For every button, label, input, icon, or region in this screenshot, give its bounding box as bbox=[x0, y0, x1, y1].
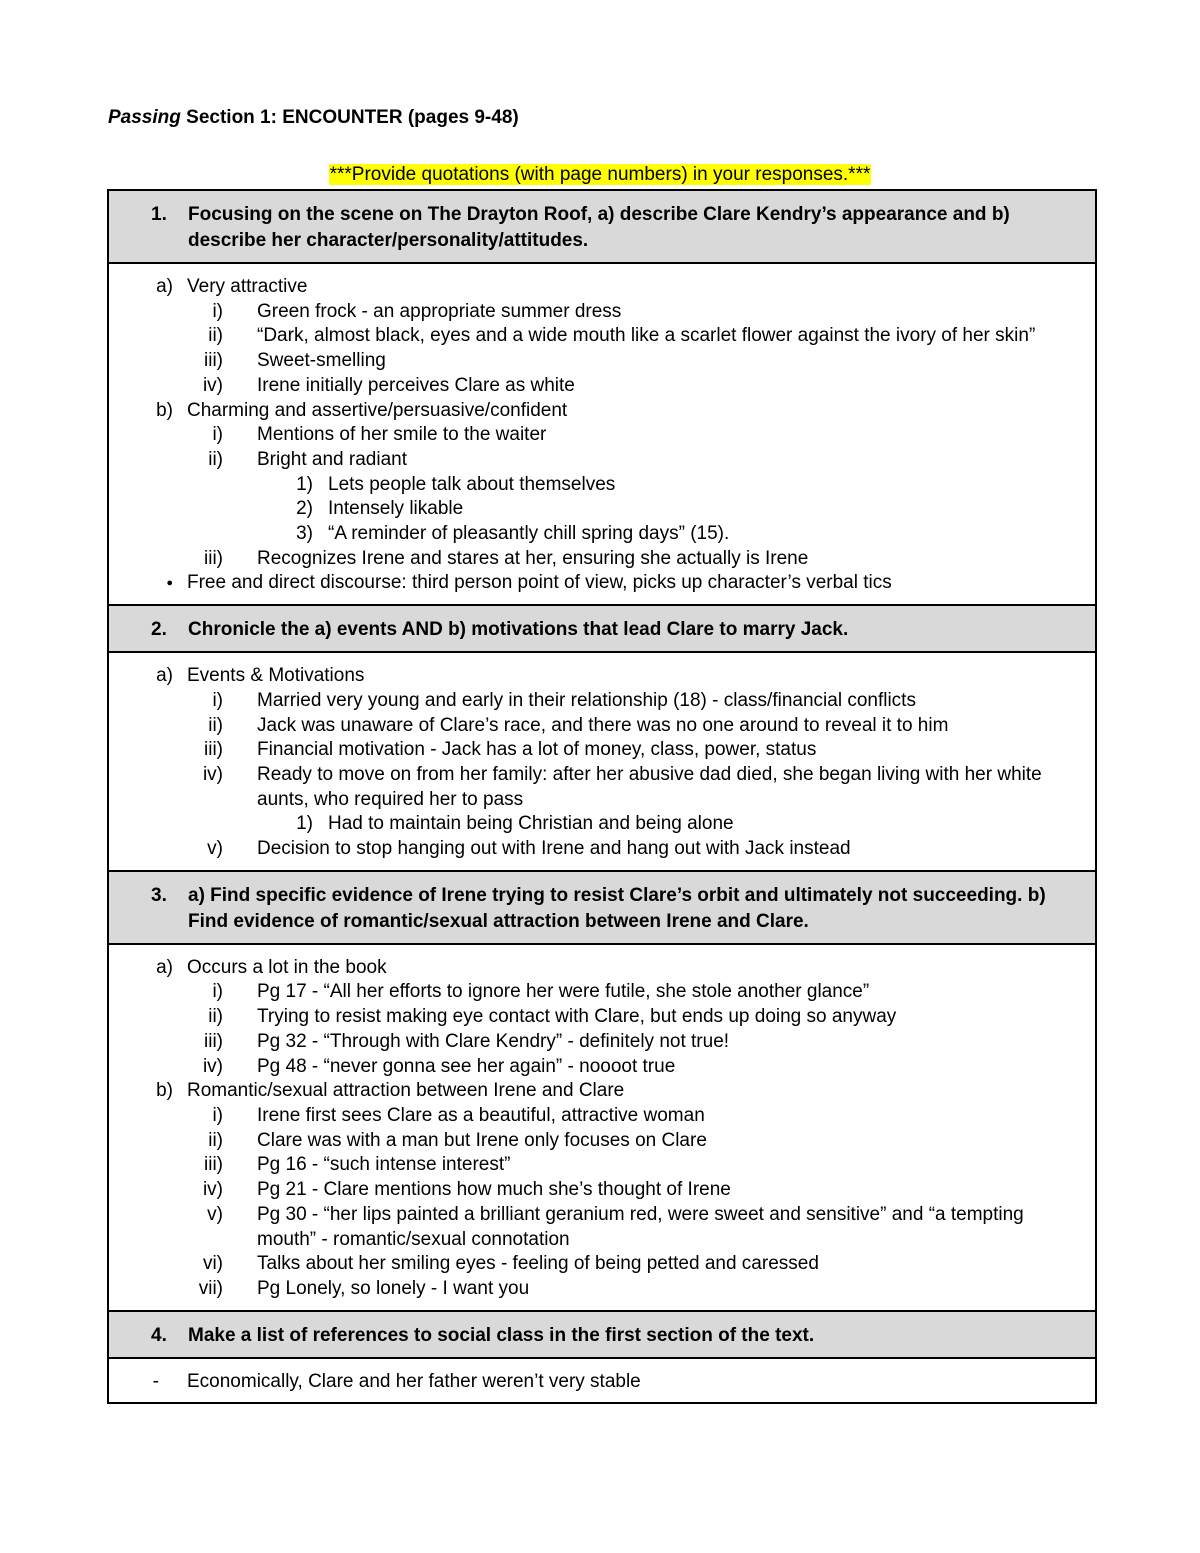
list-item bbox=[109, 547, 1095, 572]
answer-cell bbox=[108, 1358, 1096, 1404]
list-marker: i) bbox=[212, 1104, 223, 1126]
list-text: Jack was unaware of Clare’s race, and there was no one around to reveal it to him bbox=[257, 714, 949, 736]
list-text: Talks about her smiling eyes - feeling of being petted and caressed bbox=[257, 1253, 819, 1275]
list-marker: ii) bbox=[208, 714, 223, 736]
question-row bbox=[108, 871, 1096, 944]
list-text: Free and direct discourse: third person point of view, picks up character’s verbal tics bbox=[187, 572, 892, 594]
list-text: Romantic/sexual attraction between Irene and Clare bbox=[187, 1080, 625, 1102]
list-text: Mentions of her smile to the waiter bbox=[257, 424, 547, 446]
question-number: 1. bbox=[151, 204, 167, 225]
list-marker: iv) bbox=[202, 1055, 223, 1077]
list-text: Irene first sees Clare as a beautiful, attractive woman bbox=[257, 1104, 705, 1126]
list-marker: v) bbox=[207, 838, 223, 860]
list-marker: vi) bbox=[202, 1253, 223, 1275]
question-text: Chronicle the a) events AND b) motivations that lead Clare to marry Jack. bbox=[188, 619, 849, 641]
list-marker: iii) bbox=[204, 547, 223, 569]
answer-row bbox=[108, 263, 1096, 605]
list-marker: 2) bbox=[296, 498, 313, 520]
list-text: Bright and radiant bbox=[257, 448, 407, 470]
question-number: 3. bbox=[151, 884, 167, 906]
list-marker: i) bbox=[212, 689, 223, 711]
list-item bbox=[109, 956, 1095, 981]
list-marker: i) bbox=[212, 981, 223, 1003]
question-cell bbox=[108, 1311, 1096, 1358]
question-cell bbox=[108, 190, 1096, 263]
list-marker: - bbox=[152, 1370, 159, 1392]
list-marker: a) bbox=[156, 276, 173, 297]
list-marker: ii) bbox=[208, 448, 223, 470]
list-item bbox=[109, 1153, 1095, 1178]
list-text: Pg 48 - “never gonna see her again” - noooot true bbox=[257, 1055, 676, 1077]
list-marker: b) bbox=[156, 399, 173, 421]
question-text: Make a list of references to social class in the first section of the text. bbox=[188, 1324, 815, 1346]
question-table bbox=[107, 189, 1097, 1404]
list-item bbox=[109, 423, 1095, 448]
answer-row bbox=[108, 1358, 1096, 1404]
list-item bbox=[109, 714, 1095, 739]
list-item bbox=[109, 399, 1095, 424]
list-text: Irene initially perceives Clare as white bbox=[257, 374, 575, 396]
question-number: 4. bbox=[151, 1324, 167, 1346]
answer-row bbox=[108, 652, 1096, 871]
list-item bbox=[109, 1030, 1095, 1055]
question-number: 2. bbox=[151, 619, 167, 641]
answer-cell bbox=[108, 263, 1096, 605]
list-text: Pg Lonely, so lonely - I want you bbox=[257, 1277, 530, 1299]
list-text: Occurs a lot in the book bbox=[187, 956, 387, 978]
list-marker: b) bbox=[156, 1080, 173, 1102]
list-text: Clare was with a man but Irene only focuses on Clare bbox=[257, 1129, 707, 1151]
title-italic: Passing bbox=[108, 107, 181, 128]
list-text: Intensely likable bbox=[328, 498, 464, 520]
list-text: Very attractive bbox=[187, 276, 308, 297]
question-row bbox=[108, 605, 1096, 652]
list-text: Ready to move on from her family: after her abusive dad died, she began living with her white aunts, who required her to pass bbox=[257, 763, 1042, 810]
list-text: Pg 21 - Clare mentions how much she’s thought of Irene bbox=[257, 1179, 731, 1201]
answer-row bbox=[108, 944, 1096, 1311]
list-marker: vii) bbox=[198, 1277, 223, 1299]
list-marker: ii) bbox=[208, 1006, 223, 1028]
list-text: Had to maintain being Christian and being alone bbox=[328, 813, 734, 835]
list-marker: iii) bbox=[204, 350, 223, 372]
list-marker: iii) bbox=[204, 1030, 223, 1052]
list-item bbox=[109, 1203, 1095, 1252]
list-item bbox=[109, 497, 1095, 522]
list-item bbox=[109, 664, 1095, 689]
list-marker: i) bbox=[212, 300, 223, 322]
list-item bbox=[109, 1129, 1095, 1154]
list-marker: iv) bbox=[202, 763, 223, 785]
list-text: Pg 30 - “her lips painted a brilliant geranium red, were sweet and sensitive” and “a tempting mouth” - romantic/sexual connotation bbox=[257, 1203, 1024, 1250]
list-item bbox=[109, 275, 1095, 300]
list-item bbox=[109, 300, 1095, 325]
question-cell bbox=[108, 605, 1096, 652]
list-marker: a) bbox=[156, 956, 173, 978]
list-marker: v) bbox=[207, 1203, 223, 1225]
list-text: Financial motivation - Jack has a lot of money, class, power, status bbox=[257, 739, 817, 761]
question-text: a) Find specific evidence of Irene trying to resist Clare’s orbit and ultimately not succeeding. b) Find evidence of romantic/sexual attraction between Irene and Clare. bbox=[188, 884, 1046, 932]
list-item bbox=[109, 1252, 1095, 1277]
list-item bbox=[109, 1277, 1095, 1302]
list-marker: ii) bbox=[208, 325, 223, 347]
list-text: Pg 16 - “such intense interest” bbox=[257, 1154, 511, 1176]
list-marker: ii) bbox=[208, 1129, 223, 1151]
list-text: Events & Motivations bbox=[187, 665, 365, 687]
list-item bbox=[109, 738, 1095, 763]
list-item bbox=[109, 374, 1095, 399]
document-title bbox=[108, 107, 519, 129]
list-text: Pg 32 - “Through with Clare Kendry” - definitely not true! bbox=[257, 1030, 730, 1052]
answer-cell bbox=[108, 944, 1096, 1311]
list-marker: iii) bbox=[204, 739, 223, 761]
list-item bbox=[109, 689, 1095, 714]
list-item bbox=[109, 1370, 1095, 1395]
list-marker: iv) bbox=[202, 1179, 223, 1201]
list-item bbox=[109, 473, 1095, 498]
list-item bbox=[109, 1055, 1095, 1080]
list-item bbox=[109, 763, 1095, 812]
question-row bbox=[108, 190, 1096, 263]
answer-cell bbox=[108, 652, 1096, 871]
list-marker: 1) bbox=[296, 813, 313, 835]
list-text: Trying to resist making eye contact with Clare, but ends up doing so anyway bbox=[257, 1006, 897, 1028]
list-marker: 3) bbox=[296, 523, 313, 545]
list-item bbox=[109, 837, 1095, 862]
instruction-highlight: ***Provide quotations (with page numbers) in your responses.*** bbox=[329, 164, 871, 185]
list-text: Married very young and early in their relationship (18) - class/financial conflicts bbox=[257, 689, 916, 711]
list-marker: iv) bbox=[202, 374, 223, 396]
list-text: “Dark, almost black, eyes and a wide mouth like a scarlet flower against the ivory of her skin” bbox=[257, 325, 1036, 347]
list-item bbox=[109, 1079, 1095, 1104]
list-text: “A reminder of pleasantly chill spring days” (15). bbox=[328, 523, 730, 545]
list-text: Green frock - an appropriate summer dress bbox=[257, 300, 622, 322]
list-item bbox=[109, 448, 1095, 473]
list-text: Lets people talk about themselves bbox=[328, 473, 616, 495]
list-marker: 1) bbox=[296, 473, 313, 495]
title-rest: Section 1: ENCOUNTER (pages 9-48) bbox=[180, 107, 519, 128]
list-item bbox=[109, 980, 1095, 1005]
list-item bbox=[109, 349, 1095, 374]
question-text: Focusing on the scene on The Drayton Roof, a) describe Clare Kendry’s appearance and b) describe her character/personality/attitudes. bbox=[188, 204, 1010, 251]
question-row bbox=[108, 1311, 1096, 1358]
list-item bbox=[109, 522, 1095, 547]
list-item bbox=[109, 1178, 1095, 1203]
list-marker: a) bbox=[156, 665, 173, 687]
list-item bbox=[109, 1005, 1095, 1030]
list-item bbox=[109, 571, 1095, 596]
list-item bbox=[109, 1104, 1095, 1129]
list-text: Charming and assertive/persuasive/confident bbox=[187, 399, 568, 421]
list-marker: iii) bbox=[204, 1154, 223, 1176]
list-text: Recognizes Irene and stares at her, ensuring she actually is Irene bbox=[257, 547, 809, 569]
list-text: Decision to stop hanging out with Irene and hang out with Jack instead bbox=[257, 838, 851, 860]
question-cell bbox=[108, 871, 1096, 944]
bullet-icon: ● bbox=[166, 577, 173, 590]
list-text: Sweet-smelling bbox=[257, 350, 386, 372]
instruction-banner bbox=[0, 164, 1200, 186]
list-text: Pg 17 - “All her efforts to ignore her were futile, she stole another glance” bbox=[257, 981, 870, 1003]
list-text: Economically, Clare and her father weren’t very stable bbox=[187, 1370, 641, 1392]
list-marker: i) bbox=[212, 424, 223, 446]
list-item bbox=[109, 812, 1095, 837]
list-item bbox=[109, 324, 1095, 349]
